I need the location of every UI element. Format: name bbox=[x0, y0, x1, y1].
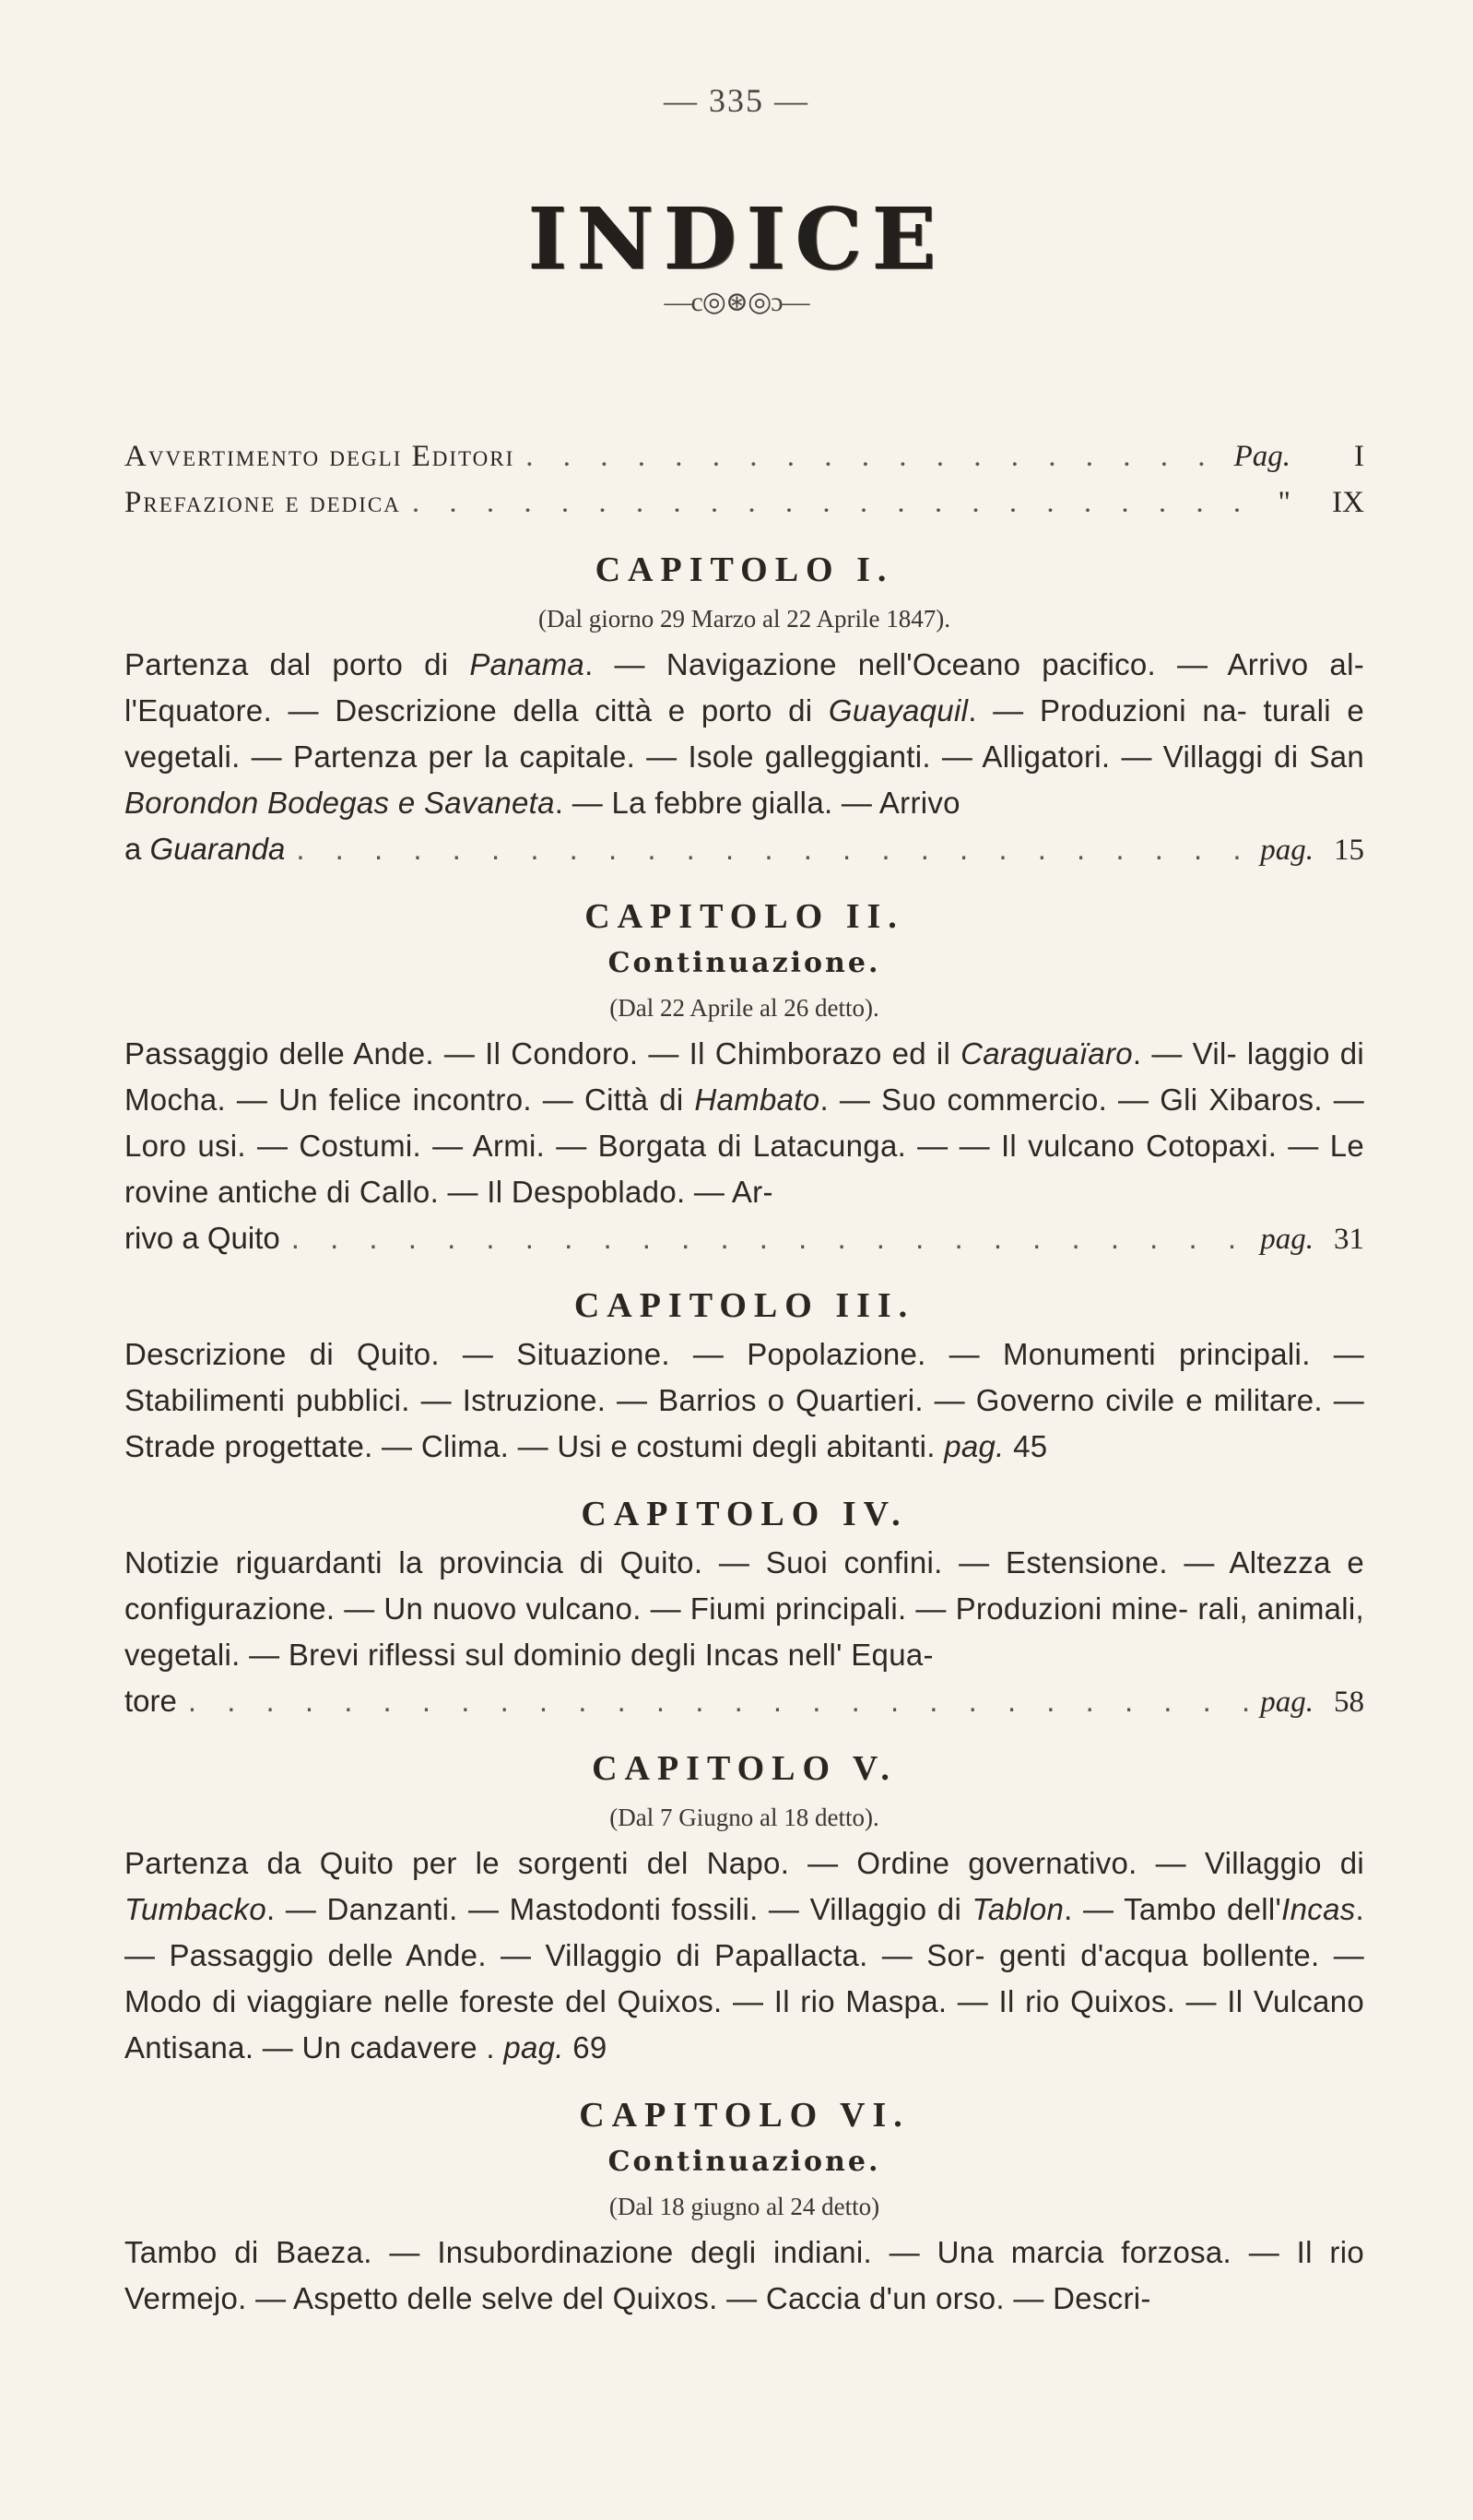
toc-entry-capitolo-2[interactable] bbox=[124, 1215, 1364, 1261]
chapter-dates: (Dal giorno 29 Marzo al 22 Aprile 1847). bbox=[538, 605, 950, 633]
toc-entry-prefazione[interactable] bbox=[124, 479, 1364, 526]
toc-entry-capitolo-3[interactable] bbox=[124, 1331, 1364, 1470]
chapter-dates: (Dal 18 giugno al 24 detto) bbox=[608, 2193, 880, 2220]
chapter-heading: CAPITOLO V. bbox=[592, 1749, 897, 1788]
chapter-heading: CAPITOLO VI. bbox=[579, 2096, 910, 2135]
toc-entry-capitolo-5[interactable]: Partenza da Quito per le sorgenti del Napo. — Ordine governativo. — Villaggio di Tumbacko. — Danzanti. — Mastodonti fossili. — Villaggio di Tablon. — Tambo dell'Incas. — Passaggio delle Ande. — Villaggio di Papallacta. — Sor- genti d'acqua bollente. — Modo di viaggiare nelle foreste del Quixos. — Il rio Maspa. — Il rio Quixos. — Il Vulcano Antisana. — Un cadavere . pag. 69 bbox=[124, 1846, 1364, 2065]
leader-dots bbox=[291, 1215, 1250, 1261]
page-ref: 45 bbox=[1013, 1429, 1048, 1463]
chapter-heading: CAPITOLO I. bbox=[595, 550, 894, 589]
pag-label: pag. bbox=[1260, 834, 1314, 867]
pag-label: " bbox=[1278, 486, 1290, 519]
page-number: — 335 — bbox=[664, 82, 809, 119]
page-ref: 69 bbox=[572, 2030, 607, 2065]
ornament-divider: —c◎⊛◎ɔ— bbox=[664, 287, 809, 317]
entry-label: Avvertimento degli Editori bbox=[124, 440, 515, 473]
entry-tail: rivo a Quito bbox=[124, 1221, 280, 1255]
chapter-heading: CAPITOLO II. bbox=[584, 897, 904, 936]
chapter-summary: Passaggio delle Ande. — Il Condoro. — Il Chimborazo ed il Caraguaïaro. — Vil- laggio di Mocha. — Un felice incontro. — Città di Hambato. — Suo commercio. — Gli Xibaros. — Loro usi. — Costumi. — Armi. — Borgata di Latacunga. — — Il vulcano Cotopaxi. — Le rovine antiche di Callo. — Il Despoblado. — Ar- bbox=[124, 1036, 1364, 1209]
page-title: INDICE bbox=[527, 189, 946, 289]
pag-label: pag. bbox=[944, 1429, 1005, 1463]
chapter-subheading: Continuazione. bbox=[607, 947, 881, 979]
toc-entry-capitolo-4[interactable] bbox=[124, 1678, 1364, 1724]
chapter-summary: Notizie riguardanti la provincia di Quito. — Suoi confini. — Estensione. — Altezza e configurazione. — Un nuovo vulcano. — Fiumi principali. — Produzioni mine- rali, animali, vegetali. — Brevi riflessi sul dominio degli Incas nell' Equa- bbox=[124, 1545, 1364, 1672]
entry-tail: tore bbox=[124, 1684, 177, 1718]
pag-label: pag. bbox=[503, 2030, 564, 2065]
page-ref: IX bbox=[1332, 486, 1364, 519]
entry-label: Prefazione e dedica bbox=[124, 486, 401, 519]
page-ref: 15 bbox=[1334, 834, 1364, 867]
pag-label: Pag. bbox=[1233, 440, 1290, 473]
toc-entry-capitolo-1[interactable] bbox=[124, 826, 1364, 872]
table-of-contents bbox=[124, 433, 1364, 2322]
chapter-dates: (Dal 22 Aprile al 26 detto). bbox=[609, 994, 879, 1022]
chapter-heading: CAPITOLO III. bbox=[573, 1286, 915, 1325]
chapter-heading: CAPITOLO IV. bbox=[581, 1495, 908, 1533]
leader-dots bbox=[296, 826, 1249, 872]
page-ref: 31 bbox=[1334, 1223, 1364, 1256]
chapter-summary: Partenza dal porto di Panama. — Navigazione nell'Oceano pacifico. — Arrivo al- l'Equatore. — Descrizione della città e porto di Guayaquil. — Produzioni na- turali e vegetali. — Partenza per la capitale. — Isole galleggianti. — Alligatori. — Villaggi di San Borondon Bodegas e Savaneta. — La febbre gialla. — Arrivo bbox=[124, 647, 1365, 820]
entry-tail: a Guaranda bbox=[124, 832, 286, 866]
chapter-dates: (Dal 7 Giugno al 18 detto). bbox=[609, 1804, 879, 1831]
chapter-summary: Tambo di Baeza. — Insubordinazione degli indiani. — Una marcia forzosa. — Il rio Vermejo. — Aspetto delle selve del Quixos. — Caccia d'un orso. — Descri- bbox=[124, 2235, 1364, 2315]
page-ref: 58 bbox=[1334, 1686, 1364, 1719]
pag-label: pag. bbox=[1260, 1223, 1314, 1256]
toc-entry-avvertimento[interactable] bbox=[124, 433, 1364, 479]
leader-dots bbox=[412, 479, 1267, 526]
page-ref: I bbox=[1354, 440, 1364, 473]
leader-dots bbox=[525, 433, 1222, 479]
chapter-summary: Descrizione di Quito. — Situazione. — Popolazione. — Monumenti principali. — Stabilimenti pubblici. — Istruzione. — Barrios o Quartieri. — Governo civile e militare. — Strade progettate. — Clima. — Usi e costumi degli abitanti. bbox=[124, 1337, 1364, 1463]
chapter-subheading: Continuazione. bbox=[607, 2146, 881, 2178]
pag-label: pag. bbox=[1260, 1686, 1314, 1719]
leader-dots bbox=[188, 1678, 1249, 1724]
